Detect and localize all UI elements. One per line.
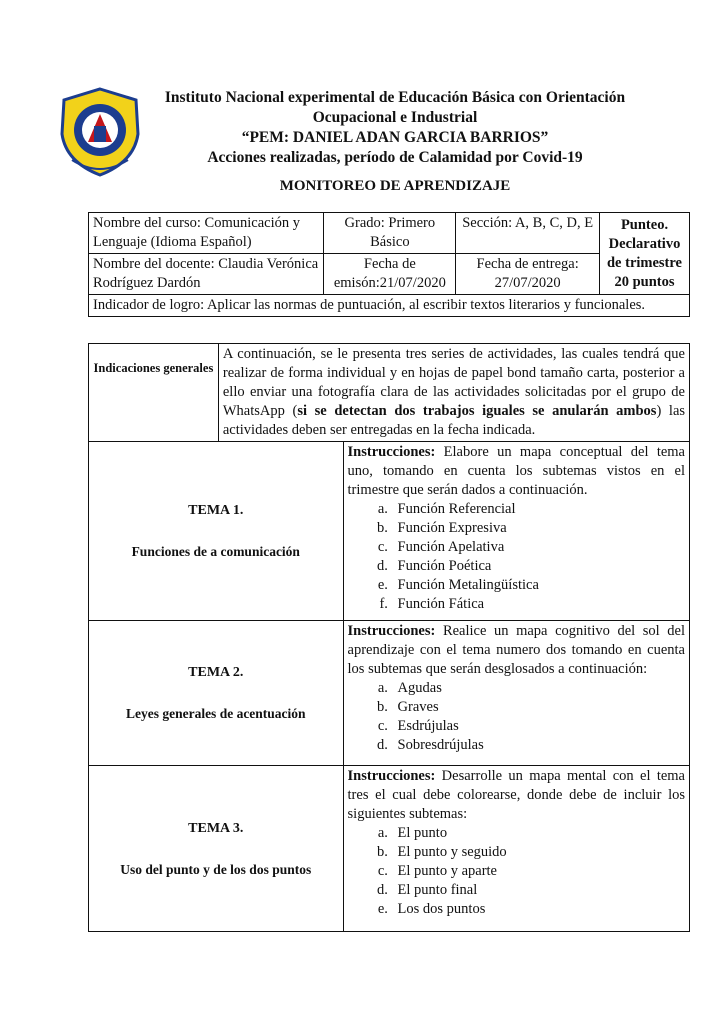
tema-1-cell (89, 442, 344, 621)
list-item: a. Agudas (392, 679, 685, 698)
tema-3-list (348, 824, 685, 919)
list-item: d. El punto final (392, 881, 685, 900)
tema-2-inst-text: Realice un mapa cognitivo del sol del aprendizaje con el tema numero dos tomando en cuenta los subtemas que serán desglosados a continuación: (347, 623, 685, 677)
tema-row-1 (89, 442, 690, 621)
institution-header (150, 88, 640, 168)
grade: Grado: Primero Básico (324, 213, 456, 254)
header-line-1: Instituto Nacional experimental de Educación Básica con Orientación (164, 89, 626, 106)
list-item: c. El punto y aparte (392, 862, 685, 881)
list-item: e. Función Metalingüística (392, 576, 685, 595)
list-item: b. El punto y seguido (392, 843, 685, 862)
course-info-table (88, 212, 690, 317)
general-text-cell (218, 344, 689, 442)
sections: Sección: A, B, C, D, E (456, 213, 600, 254)
tema-3-title: TEMA 3. (188, 820, 244, 836)
tema-3-inst-label: Instrucciones: (347, 768, 436, 784)
list-item: a. El punto (392, 824, 685, 843)
list-item: f. Función Fática (392, 595, 685, 614)
tema-3-cell (89, 766, 344, 932)
course-name: Nombre del curso: Comunicación y Lenguaje (Idioma Español) (89, 213, 324, 254)
tema-1-inst-label: Instrucciones: (347, 444, 436, 460)
list-item: c. Función Apelativa (392, 538, 685, 557)
document-subtitle: MONITOREO DE APRENDIZAJE (279, 178, 511, 194)
general-instructions-row (89, 344, 690, 442)
tema-2-list (348, 679, 685, 755)
tema-3-subtitle: Uso del punto y de los dos puntos (120, 861, 312, 877)
list-item: d. Sobresdrújulas (392, 736, 685, 755)
header-line-3: “PEM: DANIEL ADAN GARCIA BARRIOS” (241, 129, 549, 146)
teacher-name: Nombre del docente: Claudia Verónica Rodríguez Dardón (89, 254, 324, 295)
tema-row-2 (89, 621, 690, 766)
school-logo (58, 86, 142, 178)
issue-date: Fecha de emisón:21/07/2020 (324, 254, 456, 295)
tema-1-inst-text: Elabore un mapa conceptual del tema uno, tomando en cuenta los subtemas vistos en el trimestre que serán dados a continuación. (347, 444, 685, 498)
header-line-2: Ocupacional e Industrial (312, 109, 478, 126)
general-text-b: ) las actividades deben ser entregadas en la fecha indicada. (222, 403, 686, 438)
tema-1-subtitle: Funciones de a comunicación (131, 544, 300, 559)
tema-3-inst-text: Desarrolle un mapa mental con el tema tres el cual debe colorearse, donde debe de incluir los siguientes subtemas: (347, 768, 685, 822)
tema-1-list (348, 500, 685, 614)
due-date: Fecha de entrega: 27/07/2020 (456, 254, 600, 295)
tema-2-inst-label: Instrucciones: (347, 623, 436, 639)
tema-row-3 (89, 766, 690, 932)
general-text-bold: si se detectan dos trabajos iguales se anularán ambos (297, 403, 657, 419)
activities-table (88, 343, 690, 932)
header-line-4: Acciones realizadas, período de Calamidad por Covid-19 (207, 149, 583, 166)
list-item: c. Esdrújulas (392, 717, 685, 736)
tema-2-title: TEMA 2. (188, 665, 244, 680)
tema-2-instructions-cell (343, 621, 689, 766)
tema-3-instructions-cell (343, 766, 689, 932)
list-item: d. Función Poética (392, 557, 685, 576)
tema-2-cell (89, 621, 344, 766)
list-item: b. Graves (392, 698, 685, 717)
list-item: a. Función Referencial (392, 500, 685, 519)
general-text-a: A continuación, se le presenta tres series de actividades, las cuales tendrá que realizar de forma individual y en hojas de papel bond tamaño carta, posterior a ello enviar una fotografía clara de las actividades solicitadas por el grupo de WhatsApp ( (222, 346, 685, 419)
score-cell: Punteo. Declarativo de trimestre 20 puntos (600, 213, 690, 295)
general-label-cell (89, 344, 219, 442)
achievement-indicator: Indicador de logro: Aplicar las normas de puntuación, al escribir textos literarios y funcionales. (89, 295, 690, 317)
tema-2-subtitle: Leyes generales de acentuación (125, 706, 306, 721)
tema-1-instructions-cell (343, 442, 689, 621)
list-item: e. Los dos puntos (392, 900, 685, 919)
list-item: b. Función Expresiva (392, 519, 685, 538)
general-label: Indicaciones generales (93, 361, 214, 375)
tema-1-title: TEMA 1. (188, 503, 244, 518)
